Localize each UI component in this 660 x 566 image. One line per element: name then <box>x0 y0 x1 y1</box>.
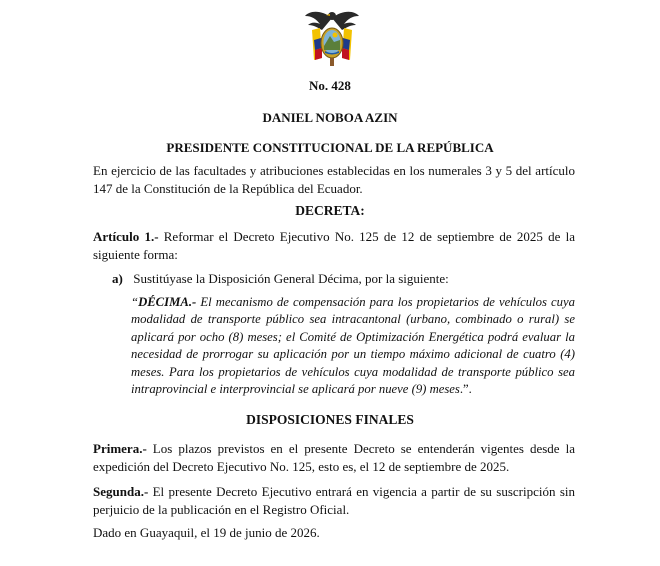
item-a <box>112 270 575 288</box>
president-name: DANIEL NOBOA AZIN <box>262 110 398 125</box>
item-a-label: a) <box>112 271 123 286</box>
primera-paragraph <box>93 440 575 475</box>
intro-paragraph: En ejercicio de las facultades y atribuciones establecidas en los numerales 3 y 5 del artículo 147 de la Constitución de la República del Ecuador. <box>93 163 575 196</box>
decima-label: DÉCIMA.- <box>138 295 197 309</box>
item-a-text: Sustitúyase la Disposición General Décima, por la siguiente: <box>133 271 449 286</box>
decreta-heading: DECRETA: <box>295 203 365 218</box>
disposiciones-heading: DISPOSICIONES FINALES <box>246 412 414 427</box>
decima-quote <box>131 294 575 398</box>
quote-close: .”. <box>459 382 472 397</box>
article-1-text: Reformar el Decreto Ejecutivo No. 125 de 12 de septiembre de 2025 de la siguiente forma: <box>93 229 576 262</box>
president-title: PRESIDENTE CONSTITUCIONAL DE LA REPÚBLICA <box>166 140 494 155</box>
segunda-label: Segunda.- <box>93 484 149 499</box>
dado-line: Dado en Guayaquil, el 19 de junio de 2026. <box>93 525 320 540</box>
article-1-label: Artículo 1.- <box>93 229 159 244</box>
decree-number: No. 428 <box>309 78 351 93</box>
primera-text: Los plazos previstos en el presente Decreto se entenderán vigentes desde la expedición del Decreto Ejecutivo No. 125, esto es, el 12 de septiembre de 2025. <box>93 441 575 474</box>
primera-label: Primera.- <box>93 441 147 456</box>
decima-text: El mecanismo de compensación para los propietarios de vehículos cuya modalidad de transporte público sea intracantonal (urbano, combinado o rural) se aplicará por ocho (8) meses; el Comité de Optimización Energética podrá evaluar la necesidad de prorrogar su aplicación por un tiempo máximo adicional de cuatro (4) meses. Para los propietarios de vehículos cuya modalidad de transporte público sea intraprovincial e interprovincial se aplicará por nueve (9) meses <box>131 295 575 397</box>
coat-of-arms-icon <box>304 6 360 68</box>
segunda-paragraph <box>93 483 575 518</box>
segunda-text: El presente Decreto Ejecutivo entrará en vigencia a partir de su suscripción sin perjuicio de la publicación en el Registro Oficial. <box>93 484 575 517</box>
quote-open: “ <box>131 295 139 309</box>
article-1-paragraph <box>93 228 575 263</box>
